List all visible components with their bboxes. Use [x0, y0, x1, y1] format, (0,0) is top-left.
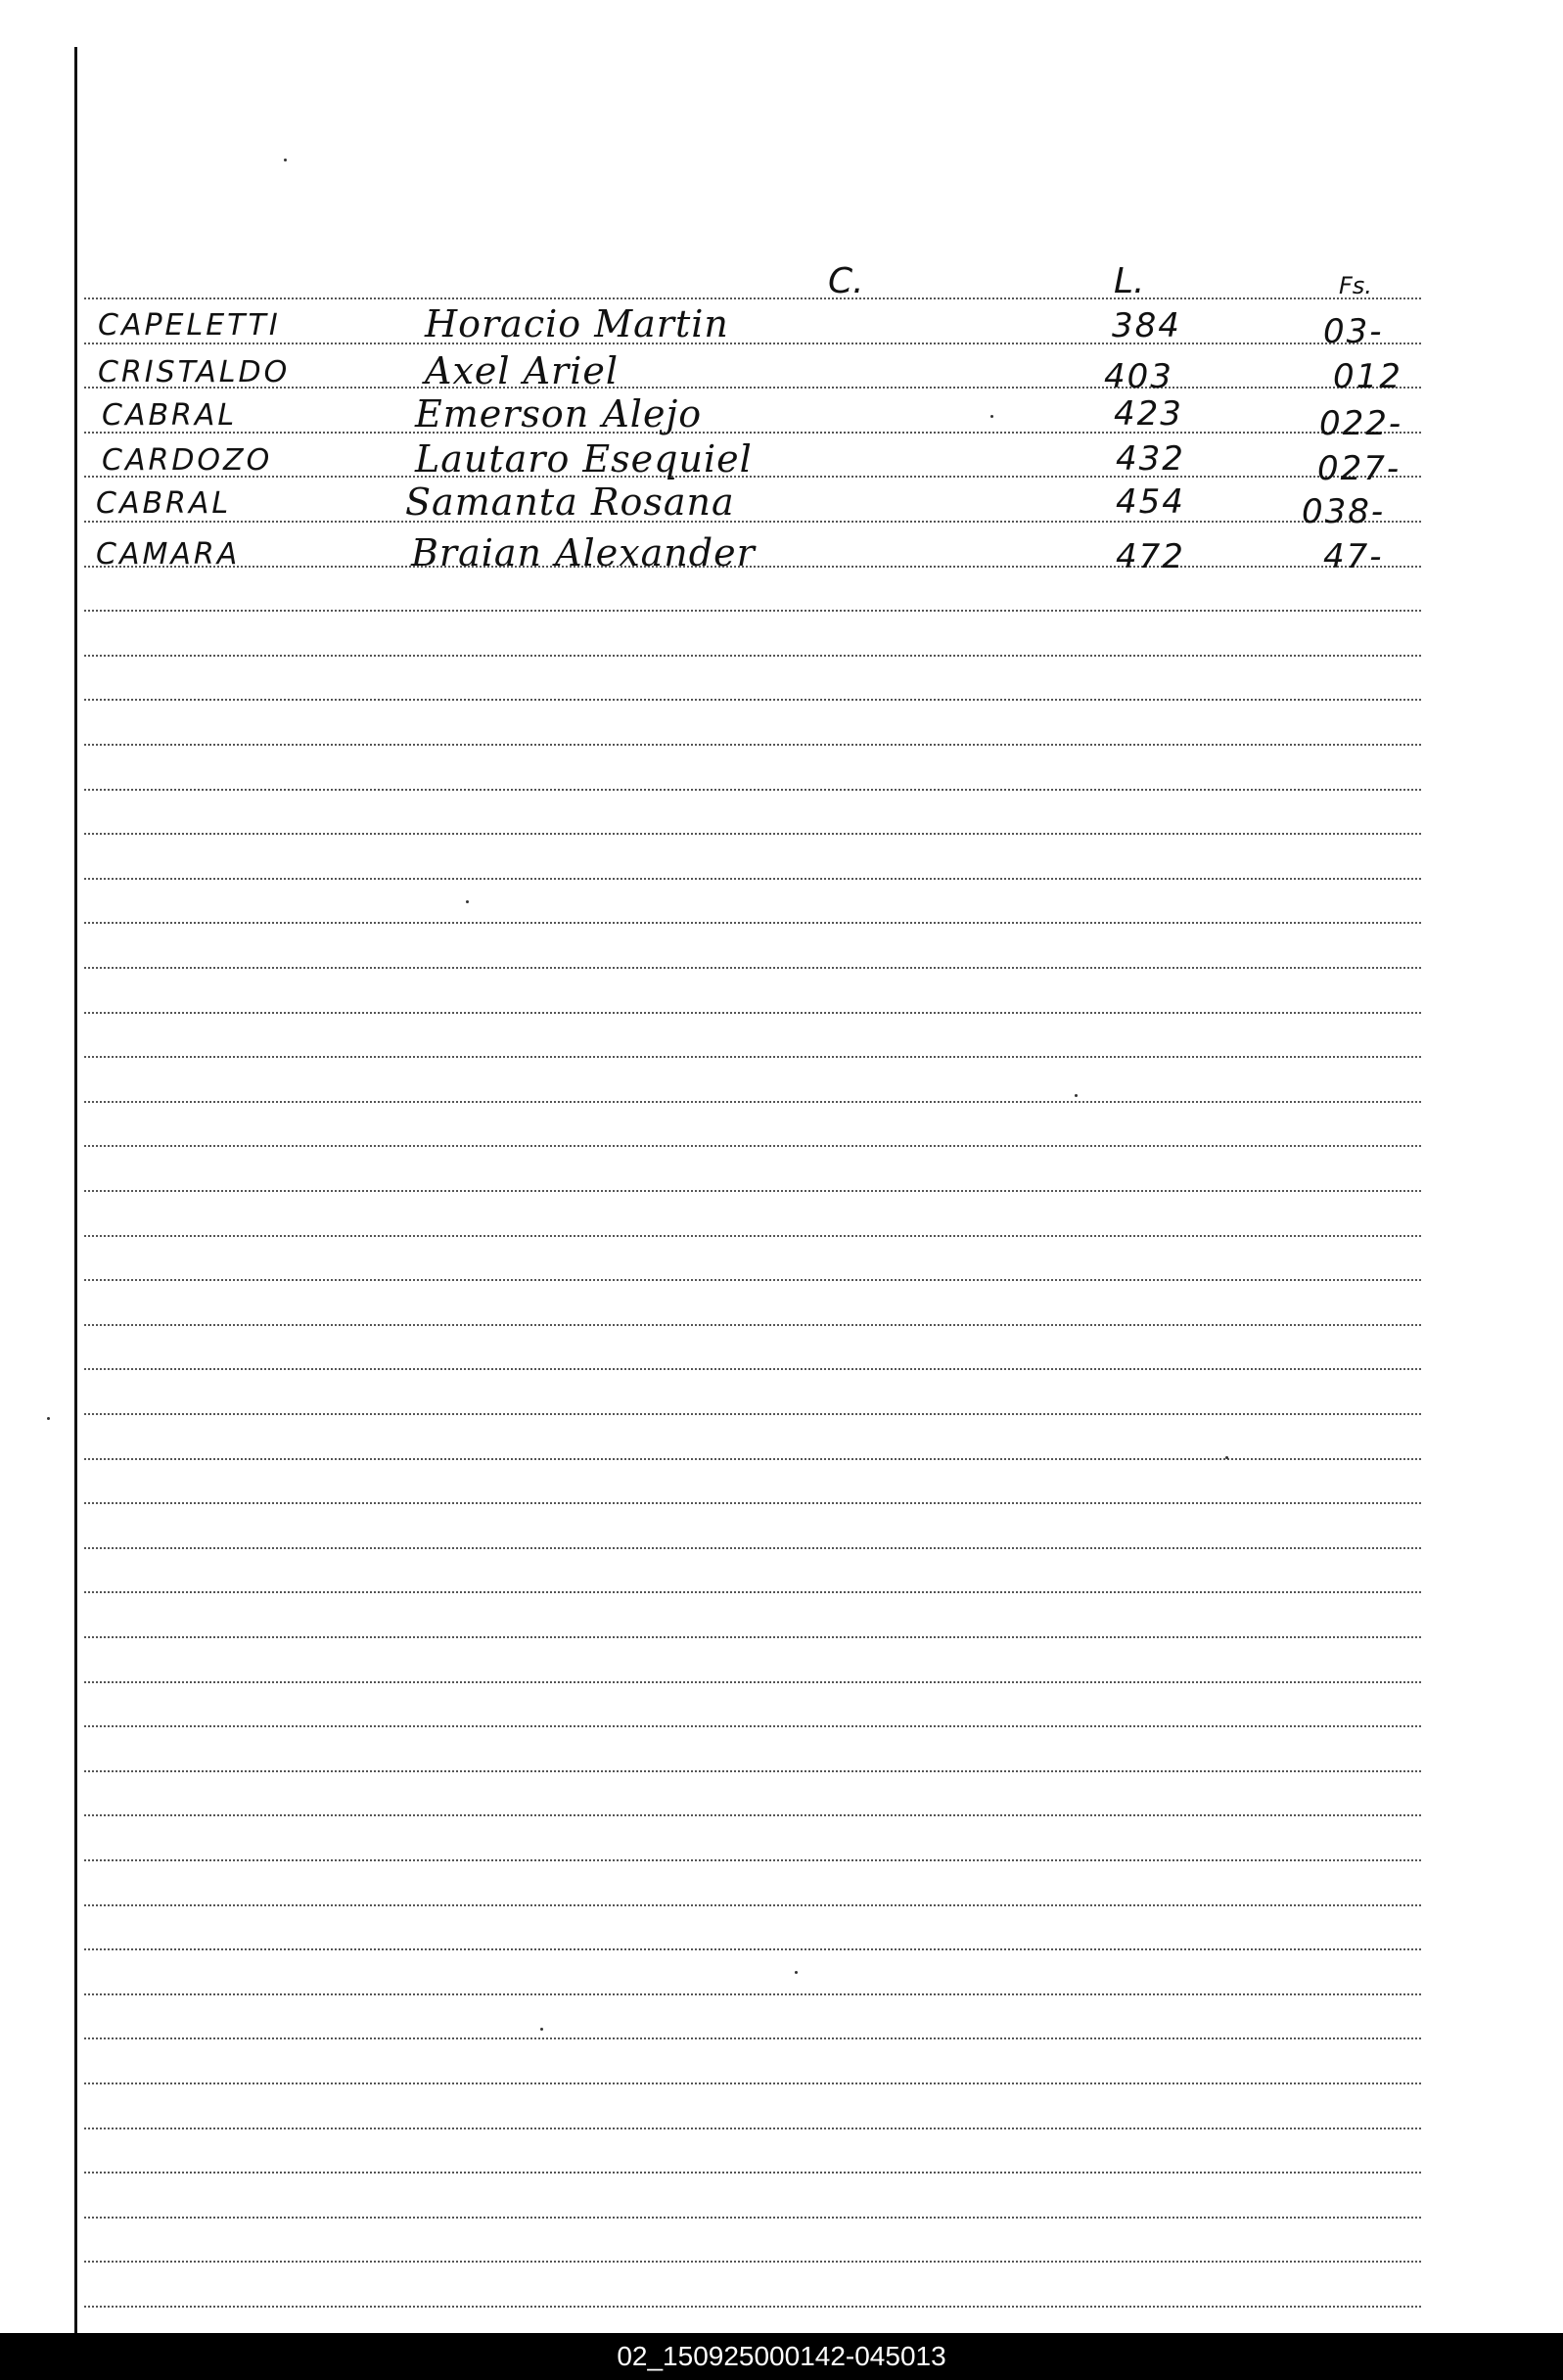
entry-folio: 038- — [1302, 492, 1386, 531]
entry-given-name: Horacio Martin — [425, 302, 729, 345]
scan-speck — [47, 1417, 50, 1420]
ruled-line — [84, 1904, 1421, 1906]
ruled-line — [84, 1591, 1421, 1593]
entry-number: 432 — [1116, 439, 1185, 479]
ruled-line — [84, 967, 1421, 969]
ruled-line — [84, 2082, 1421, 2084]
ruled-line — [84, 1056, 1421, 1058]
ruled-line — [84, 699, 1421, 701]
ruled-line — [84, 922, 1421, 924]
ruled-line — [84, 610, 1421, 612]
ruled-line — [84, 298, 1421, 299]
ruled-line — [84, 833, 1421, 835]
ruled-line — [84, 2128, 1421, 2129]
ruled-line — [84, 1547, 1421, 1549]
ruled-line — [84, 2261, 1421, 2263]
ruled-line — [84, 2172, 1421, 2174]
entry-given-name: Axel Ariel — [425, 349, 619, 392]
ruled-line — [84, 1814, 1421, 1816]
header-column-l: L. — [1114, 261, 1145, 301]
ruled-line — [84, 1859, 1421, 1861]
ruled-line — [84, 1279, 1421, 1281]
ruled-line — [84, 1948, 1421, 1950]
entry-surname: CAMARA — [96, 537, 241, 572]
entry-number: 403 — [1104, 357, 1173, 396]
ruled-line — [84, 1190, 1421, 1192]
ruled-line — [84, 521, 1421, 523]
ruled-line — [84, 476, 1421, 478]
entry-surname: CABRAL — [96, 486, 232, 521]
ruled-line — [84, 1413, 1421, 1415]
ruled-line — [84, 1770, 1421, 1772]
ruled-line — [84, 1725, 1421, 1727]
scan-speck — [1075, 1094, 1078, 1097]
ruled-line — [84, 655, 1421, 657]
ruled-line — [84, 432, 1421, 434]
scan-speck — [540, 2028, 543, 2031]
ruled-line — [84, 343, 1421, 344]
ruled-line — [84, 1235, 1421, 1237]
entry-folio: 03- — [1323, 312, 1384, 351]
entry-number: 472 — [1116, 537, 1185, 576]
entry-given-name: Braian Alexander — [411, 531, 756, 574]
ruled-line — [84, 744, 1421, 746]
ruled-line — [84, 1145, 1421, 1147]
entry-given-name: Lautaro Esequiel — [415, 437, 753, 481]
ruled-line — [84, 1368, 1421, 1370]
left-margin-rule — [74, 47, 77, 2333]
scan-speck — [284, 159, 287, 161]
entry-folio: 022- — [1319, 404, 1403, 443]
ruled-line — [84, 1993, 1421, 1995]
entry-folio: 47- — [1323, 537, 1384, 576]
entry-number: 384 — [1112, 306, 1181, 345]
ruled-line — [84, 1012, 1421, 1014]
scan-footer-code: 02_150925000142-045013 — [0, 2333, 1563, 2380]
entry-surname: CARDOZO — [102, 443, 273, 478]
scan-speck — [1225, 1456, 1228, 1459]
ruled-line — [84, 1502, 1421, 1504]
ruled-line — [84, 1101, 1421, 1103]
header-column-c: C. — [828, 261, 864, 301]
entry-surname: CAPELETTI — [98, 308, 281, 343]
ruled-line — [84, 1681, 1421, 1683]
scan-speck — [466, 900, 469, 903]
entry-given-name: Emerson Alejo — [415, 392, 703, 435]
entry-surname: CRISTALDO — [98, 355, 291, 389]
entry-folio: 027- — [1317, 449, 1402, 488]
header-column-fs: Fs. — [1339, 272, 1372, 299]
scan-speck — [990, 415, 993, 418]
ruled-line — [84, 789, 1421, 791]
ruled-line — [84, 878, 1421, 880]
ruled-line — [84, 1324, 1421, 1326]
ruled-line — [84, 2306, 1421, 2308]
ruled-line — [84, 2217, 1421, 2219]
entry-number: 423 — [1114, 394, 1183, 434]
ruled-line — [84, 1458, 1421, 1460]
entry-number: 454 — [1116, 482, 1185, 522]
scan-speck — [795, 1971, 798, 1974]
ruled-line — [84, 2037, 1421, 2039]
entry-given-name: Samanta Rosana — [405, 481, 735, 524]
ruled-line — [84, 1636, 1421, 1638]
entry-surname: CABRAL — [102, 398, 238, 433]
entry-folio: 012 — [1333, 357, 1402, 396]
